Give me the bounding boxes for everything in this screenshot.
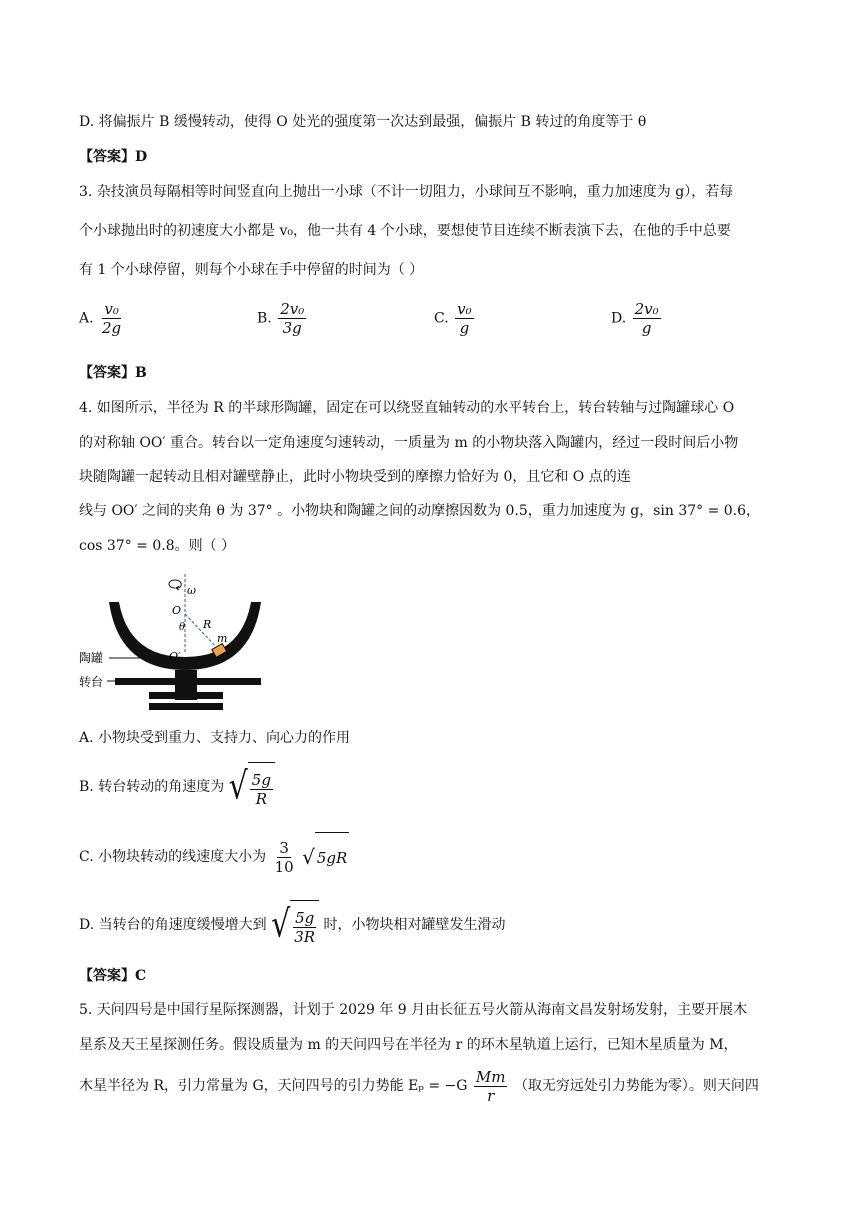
- bowl-turntable-figure: [79, 572, 269, 712]
- option-label: B.: [257, 310, 272, 327]
- fraction-numerator: 3: [279, 838, 289, 857]
- potential-fraction: [474, 1068, 508, 1105]
- q3-option-b: [257, 300, 308, 337]
- o-prime-label: O′: [169, 650, 181, 663]
- q4-line-1: 4. 如图所示，半径为 R 的半球形陶罐，固定在可以绕竖直轴转动的水平转台上，转台转轴与过陶罐球心 O: [79, 400, 735, 416]
- radicand: 5gR: [315, 832, 349, 882]
- option-fraction: [100, 300, 123, 337]
- q4-option-a: A. 小物块受到重力、支持力、向心力的作用: [79, 730, 351, 746]
- radius-label: R: [203, 618, 212, 631]
- fraction-numerator: 2v₀: [634, 300, 659, 318]
- fraction-denominator: 2g: [102, 319, 122, 337]
- q4-answer: 【答案】C: [79, 968, 147, 984]
- q4-line-2: 的对称轴 OO′ 重合。转台以一定角速度匀速转动，一质量为 m 的小物块落入陶罐内，经过一段时间后小物: [79, 435, 739, 451]
- fraction-numerator: 5g: [295, 908, 315, 927]
- q5-line-3-pre: 木星半径为 R，引力常量为 G，天问四号的引力势能 Eₚ = −G: [79, 1078, 468, 1094]
- fraction-numerator: v₀: [457, 300, 472, 318]
- option-fraction: [633, 300, 661, 337]
- q3-line-1: 3. 杂技演员每隔相等时间竖直向上抛出一小球（不计一切阻力，小球间互不影响，重力加速度为 g），若每: [79, 184, 734, 200]
- option-d-tail: 时，小物块相对罐壁发生滑动: [323, 917, 506, 933]
- theta-label: θ: [179, 622, 186, 633]
- q2-option-d: D. 将偏振片 B 缓慢转动，使得 O 处光的强度第一次达到最强，偏振片 B 转过的角度等于 θ: [79, 114, 647, 130]
- q3-option-c: [434, 300, 476, 337]
- option-d-text: D. 当转台的角速度缓慢增大到: [79, 917, 267, 933]
- q2-answer: 【答案】D: [79, 149, 148, 165]
- fraction-numerator: 5g: [251, 770, 271, 789]
- fraction-denominator: r: [487, 1086, 495, 1105]
- omega-label: ω: [187, 584, 196, 597]
- option-c-text: C. 小物块转动的线速度大小为: [79, 849, 267, 865]
- q4-option-c: [79, 832, 349, 882]
- q4-option-d: [79, 900, 506, 950]
- center-o-label: O: [172, 604, 182, 617]
- q5-line-3-post: （取无穷远处引力势能为零）。则天问四: [513, 1078, 759, 1094]
- q3-answer: 【答案】B: [79, 365, 147, 381]
- fraction-denominator: 10: [274, 857, 294, 876]
- q4-line-3: 块随陶罐一起转动且相对罐壁静止，此时小物块受到的摩擦力恰好为 0，且它和 O 点的连: [79, 469, 631, 485]
- table-label: 转台: [79, 675, 104, 689]
- option-fraction: [278, 300, 306, 337]
- q3-line-2: 个小球抛出时的初速度大小都是 v₀，他一共有 4 个小球，要想使节目连续不断表演下去，在他的手中总要: [79, 223, 731, 239]
- fraction-denominator: R: [255, 789, 267, 808]
- q5-line-3: [79, 1064, 759, 1108]
- fraction-numerator: 2v₀: [280, 300, 305, 318]
- sqrt-expression: √ $\frac{5g}{R}$: [229, 762, 275, 812]
- q5-line-2: 星系及天王星探测任务。假设质量为 m 的天问四号在半径为 r 的环木星轨道上运行，已知木星质量为 M，: [79, 1037, 738, 1053]
- q4-option-b: [79, 762, 275, 812]
- option-b-text: B. 转台转动的角速度为: [79, 779, 225, 795]
- q4-line-5: cos 37° = 0.8。则（ ）: [79, 538, 236, 554]
- fraction-denominator: 3R: [294, 927, 316, 946]
- fraction-denominator: 3g: [282, 319, 302, 337]
- option-c-fraction: [273, 839, 296, 876]
- option-fraction: [455, 300, 474, 337]
- option-label: C.: [434, 310, 449, 327]
- q3-option-d: [611, 300, 663, 337]
- fraction-numerator: v₀: [104, 300, 119, 318]
- jar-label: 陶罐: [79, 651, 104, 665]
- q4-line-4: 线与 OO′ 之间的夹角 θ 为 37° 。小物块和陶罐之间的动摩擦因数为 0.5，重力加速度为 g，sin 37° = 0.6，: [79, 503, 761, 519]
- fraction-denominator: g: [641, 319, 652, 337]
- fraction-denominator: g: [459, 319, 470, 337]
- fraction-numerator: Mm: [475, 1067, 506, 1086]
- q3-line-3: 有 1 个小球停留，则每个小球在手中停留的时间为（ ）: [79, 262, 424, 278]
- sqrt-expression: √ $\frac{5g}{3R}$: [271, 900, 319, 950]
- sqrt-expression: √ 5gR: [302, 832, 349, 882]
- option-label: A.: [79, 310, 94, 327]
- q3-option-a: [79, 300, 125, 337]
- mass-label: m: [217, 632, 228, 645]
- option-label: D.: [611, 310, 627, 327]
- q5-line-1: 5. 天问四号是中国行星际探测器，计划于 2029 年 9 月由长征五号火箭从海南文昌发射场发射，主要开展木: [79, 1002, 748, 1018]
